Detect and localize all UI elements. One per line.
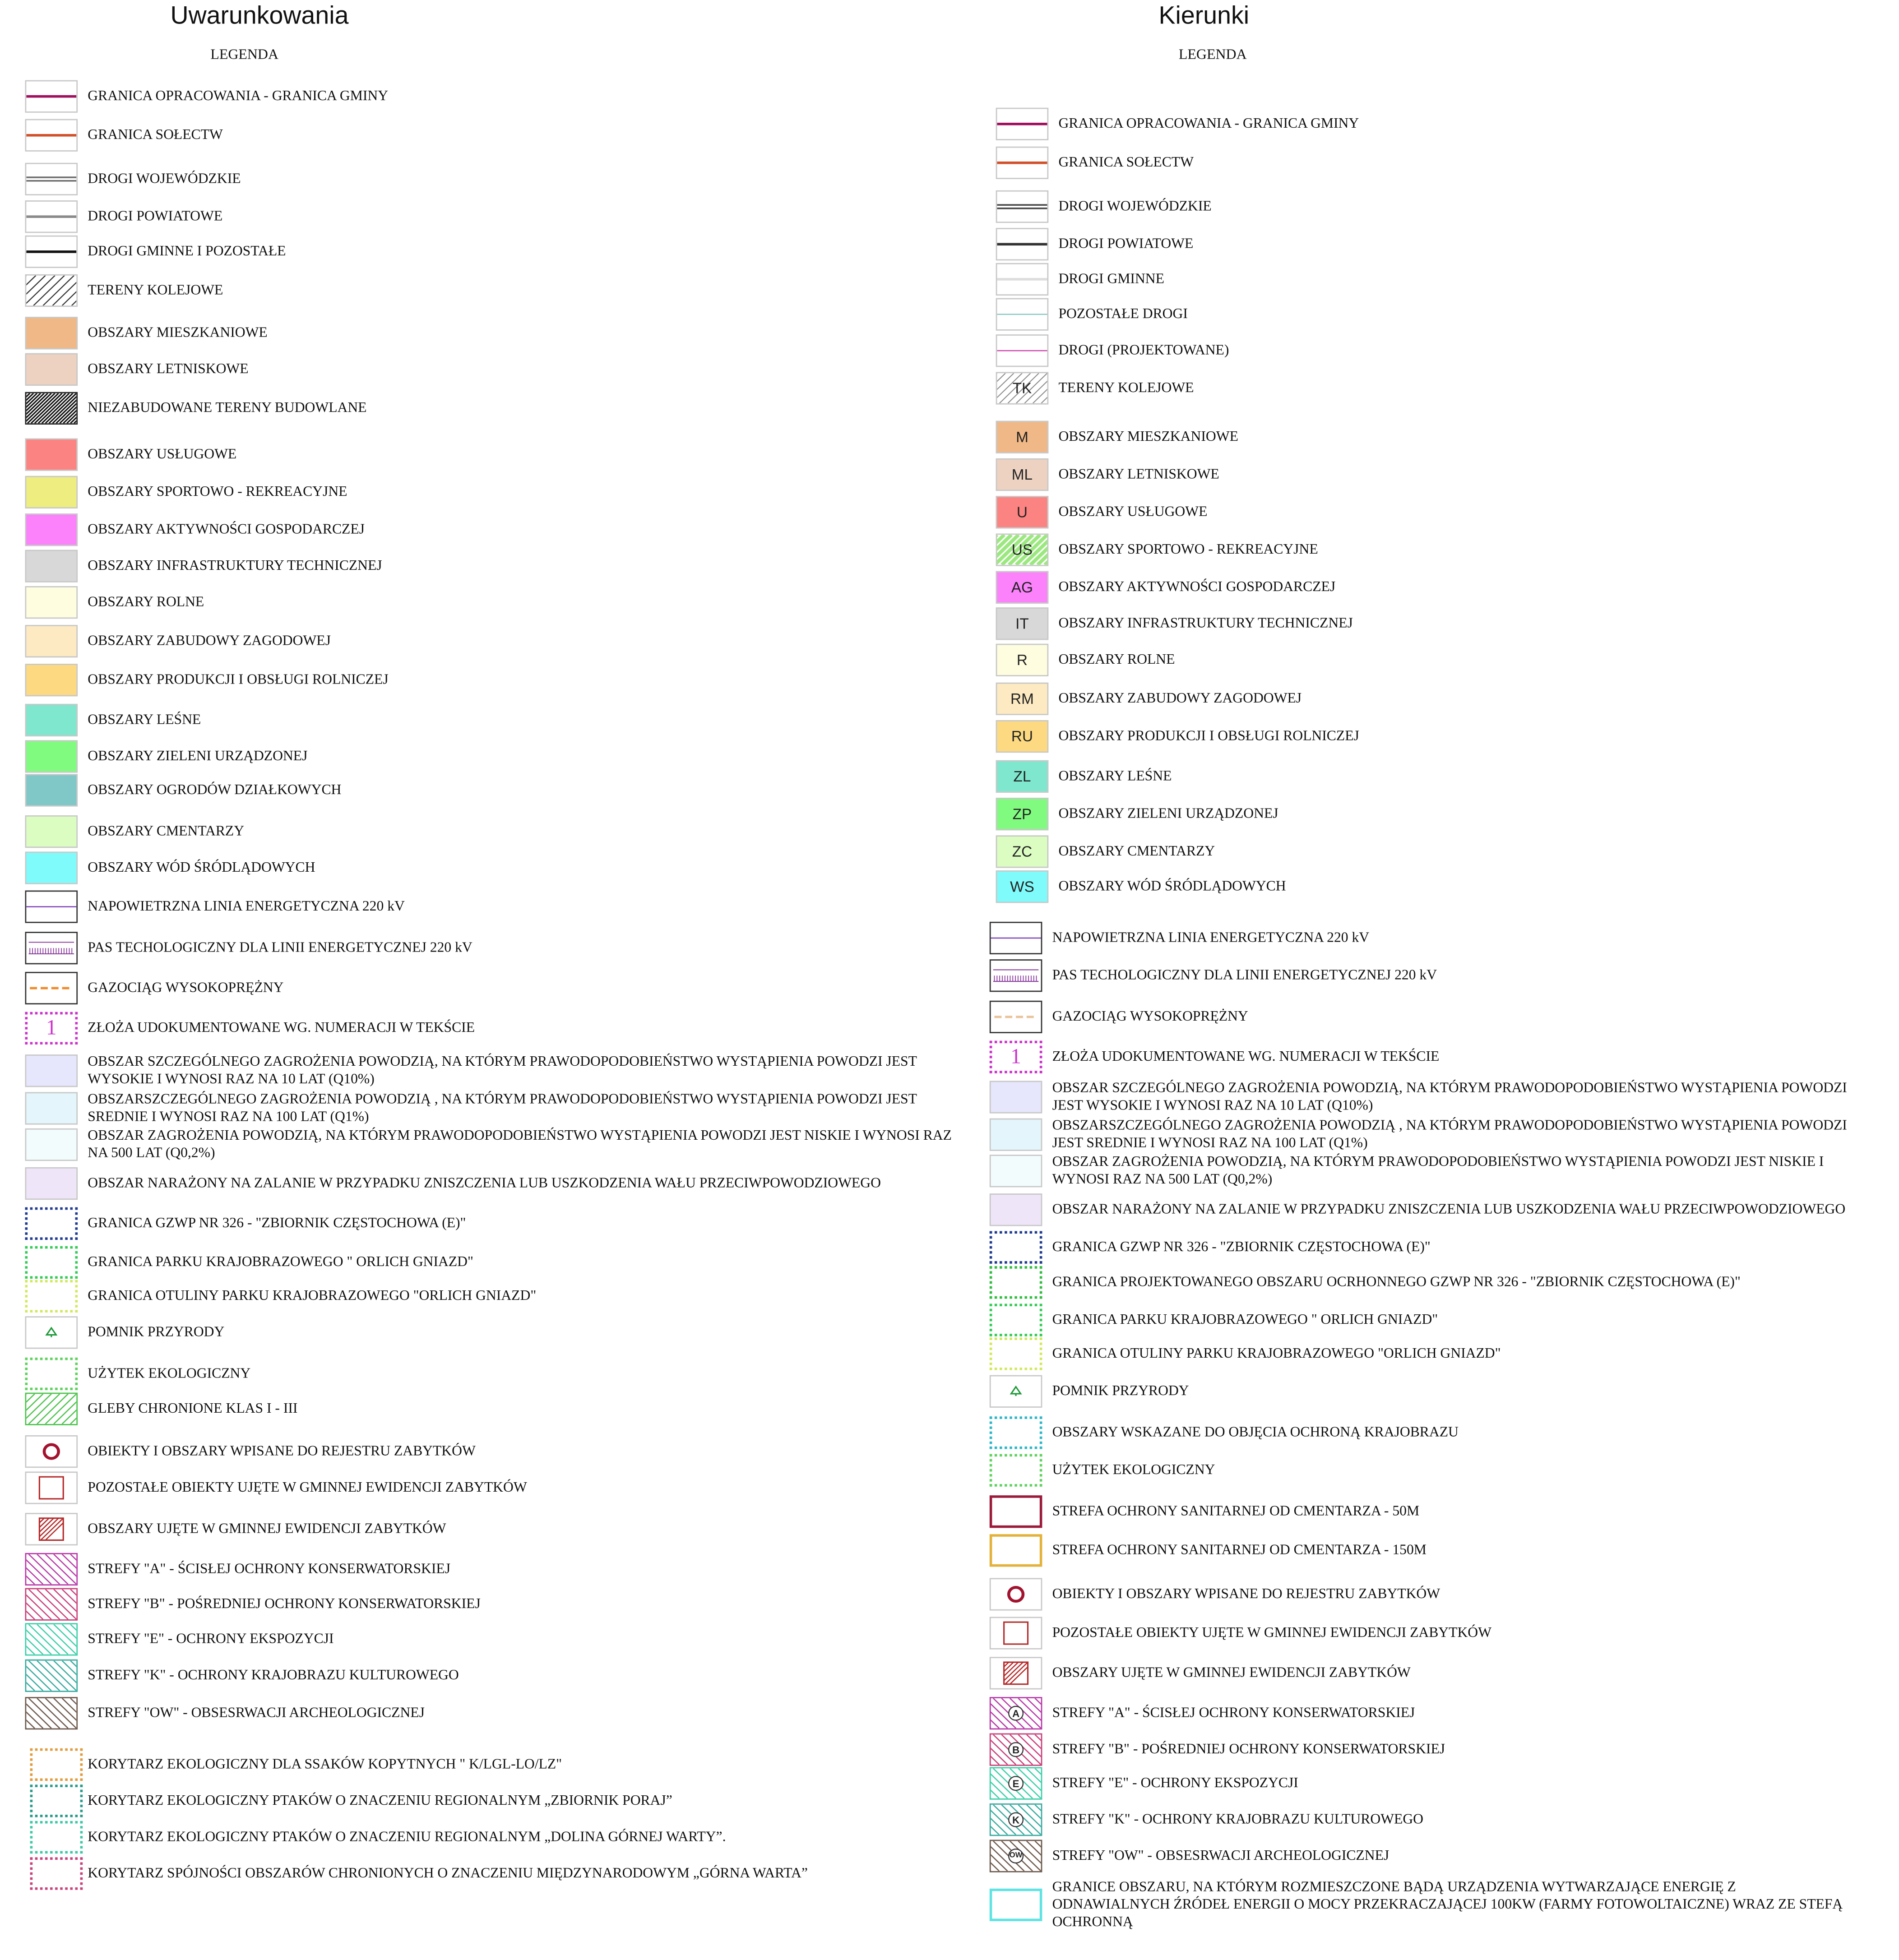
legend-label: GRANICA OTULINY PARKU KRAJOBRAZOWEGO "ORLICH GNIAZD" — [88, 1288, 537, 1304]
symbol-code: ZP — [1012, 805, 1032, 823]
legend-label: NAPOWIETRZNA LINIA ENERGETYCZNA 220 kV — [1052, 930, 1370, 946]
legend-label: OBSZARY CMENTARZY — [88, 824, 245, 839]
legend-symbol — [25, 163, 78, 195]
legend-symbol — [990, 1375, 1042, 1408]
legend-label: STREFY "A" - ŚCISŁEJ OCHRONY KONSERWATORSKIEJ — [88, 1561, 451, 1577]
legend-label: UŻYTEK EKOLOGICZNY — [1052, 1462, 1215, 1478]
legend-symbol — [996, 228, 1049, 260]
legend-symbol — [990, 1534, 1042, 1567]
legend-label: GAZOCIĄG WYSOKOPRĘŻNY — [1052, 1009, 1248, 1025]
legend-label: STREFY "E" - OCHRONY EKSPOZYCJI — [1052, 1775, 1298, 1791]
symbol-code: WS — [1010, 878, 1034, 896]
legend-symbol — [996, 458, 1049, 491]
legend-label: OBSZARY ROLNE — [88, 595, 204, 610]
legend-symbol — [30, 1857, 83, 1890]
legend-symbol — [990, 1617, 1042, 1649]
symbol-code: ZC — [1012, 843, 1033, 860]
legend-label: OBSZARY ZABUDOWY ZAGODOWEJ — [1058, 691, 1302, 707]
legend-label: STREFY "B" - POŚREDNIEJ OCHRONY KONSERWATORSKIEJ — [1052, 1742, 1445, 1757]
legend-symbol — [25, 1012, 78, 1045]
legend-symbol — [25, 1167, 78, 1200]
legend-symbol — [25, 704, 78, 736]
legend-symbol — [25, 1623, 78, 1655]
legend-symbol — [25, 1588, 78, 1621]
legend-label: ZŁOŻA UDOKUMENTOWANE WG. NUMERACJI W TEKŚCIE — [88, 1020, 475, 1036]
legend-symbol — [990, 1416, 1042, 1449]
legend-label: STREFY "B" - POŚREDNIEJ OCHRONY KONSERWATORSKIEJ — [88, 1596, 481, 1612]
legend-symbol — [990, 1495, 1042, 1528]
legend-label: OBIEKTY I OBSZARY WPISANE DO REJESTRU ZABYTKÓW — [88, 1444, 476, 1459]
legend-label: STREFY "OW" - OBSESRWACJI ARCHEOLOGICZNEJ — [88, 1706, 425, 1721]
legend-symbol — [990, 1578, 1042, 1610]
legend-symbol — [25, 1435, 78, 1468]
legend-label: OBSZARY LEŚNE — [88, 712, 201, 728]
legend-symbol — [996, 870, 1049, 903]
legend-label: OBSZARY ZIELENI URZĄDZONEJ — [1058, 806, 1278, 822]
legend-symbol — [25, 932, 78, 964]
legend-label: KORYTARZ EKOLOGICZNY PTAKÓW O ZNACZENIU REGIONALNYM „ZBIORNIK PORAJ” — [88, 1793, 672, 1808]
legend-label: POMNIK PRZYRODY — [1052, 1383, 1189, 1399]
legend-label: OBSZARY ZIELENI URZĄDZONEJ — [88, 749, 308, 764]
legend-symbol — [990, 1266, 1042, 1299]
legend-label: GRANICA PROJEKTOWANEGO OBSZARU OCRHONNEGO GZWP NR 326 - "ZBIORNIK CZĘSTOCHOWA (E)" — [1052, 1275, 1741, 1290]
legend-symbol — [25, 815, 78, 848]
legend-symbol — [30, 1821, 83, 1854]
legend-label: GRANICA OPRACOWANIA - GRANICA GMINY — [1058, 116, 1359, 132]
legend-symbol — [996, 298, 1049, 331]
legend-label: UŻYTEK EKOLOGICZNY — [88, 1366, 251, 1382]
legend-label: KORYTARZ SPÓJNOŚCI OBSZARÓW CHRONIONYCH O ZNACZENIU MIĘDZYNARODOWYM „GÓRNA WARTA” — [88, 1866, 808, 1881]
legend-symbol — [990, 922, 1042, 954]
legend-symbol — [990, 1304, 1042, 1336]
legend-symbol — [996, 334, 1049, 367]
legend-label: OBSZARY AKTYWNOŚCI GOSPODARCZEJ — [88, 522, 365, 537]
legend-symbol — [25, 1358, 78, 1390]
right-column-subtitle: LEGENDA — [1178, 47, 1247, 63]
legend-label: PAS TECHOLOGICZNY DLA LINII ENERGETYCZNEJ 220 kV — [88, 940, 472, 956]
legend-symbol — [25, 1092, 78, 1124]
legend-symbol — [990, 1454, 1042, 1487]
legend-label: STREFA OCHRONY SANITARNEJ OD CMENTARZA - 50M — [1052, 1504, 1420, 1519]
legend-label: OBSZARY ROLNE — [1058, 652, 1175, 668]
legend-label: STREFY "OW" - OBSESRWACJI ARCHEOLOGICZNEJ — [1052, 1848, 1390, 1863]
legend-label: GRANICA GZWP NR 326 - "ZBIORNIK CZĘSTOCHOWA (E)" — [88, 1216, 466, 1231]
legend-label: TERENY KOLEJOWE — [88, 282, 223, 298]
legend-label: NAPOWIETRZNA LINIA ENERGETYCZNA 220 kV — [88, 899, 405, 914]
legend-label: OBSZARSZCZEGÓLNEGO ZAGROŻENIA POWODZIĄ , NA KTÓRYM PRAWODOPODOBIEŃSTWO WYSTĄPIENIA POWODZI JEST SREDNIE I WYNOSI RAZ NA 100 LAT (Q1%) — [88, 1091, 917, 1125]
legend-symbol — [990, 1119, 1042, 1151]
symbol-code: ZL — [1013, 767, 1031, 786]
legend-label: OBSZARY UJĘTE W GMINNEJ EWIDENCJI ZABYTKÓW — [88, 1521, 446, 1537]
legend-symbol — [25, 1660, 78, 1692]
legend-symbol — [25, 80, 78, 113]
legend-label: GLEBY CHRONIONE KLAS I - III — [88, 1401, 298, 1416]
symbol-code: M — [1016, 428, 1028, 446]
legend-symbol — [30, 1748, 83, 1781]
legend-label: OBSZARY USŁUGOWE — [1058, 504, 1208, 520]
legend-symbol — [996, 263, 1049, 296]
symbol-code: AG — [1011, 578, 1033, 596]
legend-label: GRANICA SOŁECTW — [88, 127, 223, 143]
legend-symbol — [996, 533, 1049, 566]
legend-label: DROGI GMINNE — [1058, 271, 1164, 287]
legend-label: DROGI (PROJEKTOWANE) — [1058, 343, 1229, 358]
legend-label: OBSZARY PRODUKCJI I OBSŁUGI ROLNICZEJ — [1058, 729, 1359, 744]
legend-label: OBSZARY INFRASTRUKTURY TECHNICZNEJ — [88, 558, 382, 573]
legend-label: OBSZARY MIESZKANIOWE — [1058, 429, 1238, 445]
legend-symbol — [25, 774, 78, 806]
legend-label: OBSZARY SPORTOWO - REKREACYJNE — [88, 484, 347, 500]
symbol-code: US — [1011, 541, 1033, 559]
legend-symbol — [996, 147, 1049, 179]
legend-label: OBSZARY UJĘTE W GMINNEJ EWIDENCJI ZABYTKÓW — [1052, 1665, 1411, 1681]
legend-symbol — [990, 1767, 1042, 1800]
legend-symbol — [996, 372, 1049, 404]
legend-symbol — [25, 1471, 78, 1504]
legend-symbol — [996, 607, 1049, 640]
legend-label: GAZOCIĄG WYSOKOPRĘŻNY — [88, 980, 284, 996]
legend-symbol — [25, 1513, 78, 1545]
legend-label: POZOSTAŁE DROGI — [1058, 306, 1188, 322]
legend-symbol — [996, 835, 1049, 868]
left-column-subtitle: LEGENDA — [210, 47, 279, 63]
legend-symbol — [25, 891, 78, 923]
legend-label: KORYTARZ EKOLOGICZNY DLA SSAKÓW KOPYTNYCH " K/LGL-LO/LZ" — [88, 1757, 562, 1772]
legend-symbol — [25, 1553, 78, 1586]
legend-label: OBSZAR NARAŻONY NA ZALANIE W PRZYPADKU ZNISZCZENIA LUB USZKODZENIA WAŁU PRZECIWPOWODZIOWEGO — [1052, 1202, 1846, 1217]
legend-symbol — [996, 683, 1049, 715]
legend-label: DROGI POWIATOWE — [88, 209, 223, 224]
legend-label: OBSZARY USŁUGOWE — [88, 447, 237, 462]
left-column-title: Uwarunkowania — [170, 2, 349, 30]
legend-label: GRANICA SOŁECTW — [1058, 155, 1194, 171]
legend-symbol — [990, 1697, 1042, 1729]
legend-symbol — [996, 421, 1049, 453]
legend-label: OBSZARY LEŚNE — [1058, 768, 1172, 784]
legend-symbol — [990, 1155, 1042, 1187]
legend-label: POMNIK PRZYRODY — [88, 1325, 225, 1340]
legend-label: OBSZAR SZCZEGÓLNEGO ZAGROŻENIA POWODZIĄ, NA KTÓRYM PRAWODOPODOBIEŃSTWO WYSTĄPIENIA POWODZI JEST WYSOKIE I WYNOSI RAZ NA 10 LAT (Q10%) — [88, 1054, 917, 1087]
legend-symbol — [25, 236, 78, 268]
symbol-code: RM — [1010, 690, 1034, 708]
legend-symbol — [25, 1316, 78, 1349]
legend-symbol — [996, 108, 1049, 140]
legend-label: DROGI GMINNE I POZOSTAŁE — [88, 244, 286, 259]
symbol-code: TK — [1012, 379, 1032, 397]
symbol-code: 1 — [46, 1016, 57, 1040]
legend-label: POZOSTAŁE OBIEKTY UJĘTE W GMINNEJ EWIDENCJI ZABYTKÓW — [88, 1480, 527, 1495]
legend-label: GRANICE OBSZARU, NA KTÓRYM ROZMIESZCZONE BĄDĄ URZĄDZENIA WYTWARZAJĄCE ENERGIĘ Z ODNAWIALNYCH ŹRÓDEŁ ENERGII O MOCY PRZEKRACZAJĄCEJ 100KW (FARMY FOTOWOLTAICZNE) WRAZ ZE STEFĄ OCHRONNĄ — [1052, 1879, 1843, 1930]
legend-label: GRANICA GZWP NR 326 - "ZBIORNIK CZĘSTOCHOWA (E)" — [1052, 1239, 1431, 1255]
legend-symbol — [996, 190, 1049, 223]
legend-symbol — [25, 586, 78, 619]
legend-symbol — [25, 438, 78, 471]
legend-label: PAS TECHOLOGICZNY DLA LINII ENERGETYCZNEJ 220 kV — [1052, 968, 1437, 983]
legend-symbol — [990, 1657, 1042, 1689]
legend-symbol — [996, 798, 1049, 830]
legend-symbol — [990, 1840, 1042, 1872]
legend-label: OBSZARY ZABUDOWY ZAGODOWEJ — [88, 633, 331, 649]
legend-symbol — [25, 513, 78, 546]
legend-symbol — [25, 392, 78, 425]
symbol-code: U — [1016, 503, 1028, 521]
legend-symbol — [990, 1889, 1042, 1921]
legend-symbol — [996, 644, 1049, 676]
legend-label: NIEZABUDOWANE TERENY BUDOWLANE — [88, 400, 367, 416]
legend-symbol — [25, 1246, 78, 1279]
legend-label: GRANICA PARKU KRAJOBRAZOWEGO " ORLICH GNIAZD" — [88, 1254, 473, 1270]
legend-label: GRANICA OTULINY PARKU KRAJOBRAZOWEGO "ORLICH GNIAZD" — [1052, 1346, 1501, 1361]
right-column-title: Kierunki — [1158, 2, 1250, 30]
legend-label: OBSZARY WÓD ŚRÓDLĄDOWYCH — [88, 860, 315, 875]
legend-label: OBSZARY LETNISKOWE — [88, 361, 249, 377]
legend-label: OBSZAR ZAGROŻENIA POWODZIĄ, NA KTÓRYM PRAWODOPODOBIEŃSTWO WYSTĄPIENIA POWODZI JEST NISKIE I WYNOSI RAZ NA 500 LAT (Q0,2%) — [1052, 1154, 1824, 1188]
symbol-code: R — [1016, 651, 1028, 669]
legend-symbol — [25, 1697, 78, 1729]
legend-label: OBSZARY MIESZKANIOWE — [88, 325, 268, 341]
legend-symbol — [990, 1803, 1042, 1836]
legend-symbol — [25, 740, 78, 772]
legend-label: KORYTARZ EKOLOGICZNY PTAKÓW O ZNACZENIU REGIONALNYM „DOLINA GÓRNEJ WARTY”. — [88, 1829, 726, 1845]
legend-label: OBSZARY OGRODÓW DZIAŁKOWYCH — [88, 782, 342, 798]
symbol-code: ML — [1011, 466, 1033, 484]
legend-label: OBSZAR NARAŻONY NA ZALANIE W PRZYPADKU ZNISZCZENIA LUB USZKODZENIA WAŁU PRZECIWPOWODZIOWEGO — [88, 1176, 881, 1191]
symbol-code: RU — [1011, 727, 1033, 745]
legend-symbol — [990, 1081, 1042, 1113]
legend-symbol — [25, 851, 78, 884]
legend-label: STREFY "K" - OCHRONY KRAJOBRAZU KULTUROWEGO — [88, 1668, 459, 1683]
legend-label: DROGI POWIATOWE — [1058, 236, 1194, 252]
legend-symbol — [25, 972, 78, 1004]
legend-symbol — [990, 1041, 1042, 1073]
legend-symbol — [25, 353, 78, 386]
legend-symbol — [25, 1393, 78, 1425]
legend-label: GRANICA OPRACOWANIA - GRANICA GMINY — [88, 88, 389, 104]
legend-symbol — [25, 1280, 78, 1313]
symbol-code: K — [1012, 1814, 1020, 1826]
legend-label: OBSZARY WSKAZANE DO OBJĘCIA OCHRONĄ KRAJOBRAZU — [1052, 1425, 1459, 1440]
legend-symbol — [25, 317, 78, 349]
legend-symbol — [990, 1001, 1042, 1033]
legend-label: OBSZARY CMENTARZY — [1058, 844, 1215, 859]
legend-symbol — [990, 1231, 1042, 1264]
legend-label: STREFY "A" - ŚCISŁEJ OCHRONY KONSERWATORSKIEJ — [1052, 1706, 1415, 1721]
legend-symbol — [996, 760, 1049, 793]
legend-label: STREFA OCHRONY SANITARNEJ OD CMENTARZA - 150M — [1052, 1543, 1427, 1558]
legend-label: DROGI WOJEWÓDZKIE — [88, 171, 241, 187]
legend-label: OBSZARY WÓD ŚRÓDLĄDOWYCH — [1058, 879, 1286, 894]
legend-label: STREFY "E" - OCHRONY EKSPOZYCJI — [88, 1632, 334, 1647]
legend-symbol — [25, 1207, 78, 1240]
legend-label: OBSZARY PRODUKCJI I OBSŁUGI ROLNICZEJ — [88, 672, 389, 688]
legend-label: OBSZARY AKTYWNOŚCI GOSPODARCZEJ — [1058, 579, 1336, 595]
legend-label: GRANICA PARKU KRAJOBRAZOWEGO " ORLICH GNIAZD" — [1052, 1312, 1438, 1327]
legend-symbol — [996, 571, 1049, 604]
legend-label: ZŁOŻA UDOKUMENTOWANE WG. NUMERACJI W TEKŚCIE — [1052, 1049, 1440, 1064]
legend-label: POZOSTAŁE OBIEKTY UJĘTE W GMINNEJ EWIDENCJI ZABYTKÓW — [1052, 1625, 1491, 1641]
legend-symbol — [25, 1054, 78, 1087]
legend-symbol — [996, 496, 1049, 528]
symbol-code: B — [1012, 1744, 1020, 1756]
legend-label: OBSZAR ZAGROŻENIA POWODZIĄ, NA KTÓRYM PRAWODOPODOBIEŃSTWO WYSTĄPIENIA POWODZI JEST NISKIE I WYNOSI RAZ NA 500 LAT (Q0,2%) — [88, 1128, 952, 1161]
legend-symbol — [990, 1193, 1042, 1226]
symbol-code: OW — [1009, 1852, 1023, 1860]
legend-symbol — [30, 1784, 83, 1817]
legend-symbol — [25, 119, 78, 152]
legend-symbol — [990, 1337, 1042, 1370]
legend-label: TERENY KOLEJOWE — [1058, 380, 1194, 396]
legend-label: OBSZARSZCZEGÓLNEGO ZAGROŻENIA POWODZIĄ , NA KTÓRYM PRAWODOPODOBIEŃSTWO WYSTĄPIENIA POWODZI JEST SREDNIE I WYNOSI RAZ NA 100 LAT (Q1%) — [1052, 1118, 1847, 1151]
symbol-code: E — [1012, 1778, 1019, 1789]
legend-symbol — [990, 959, 1042, 992]
legend-label: OBIEKTY I OBSZARY WPISANE DO REJESTRU ZABYTKÓW — [1052, 1586, 1440, 1602]
legend-symbol — [25, 550, 78, 582]
legend-label: OBSZARY INFRASTRUKTURY TECHNICZNEJ — [1058, 616, 1353, 631]
legend-symbol — [25, 625, 78, 657]
legend-symbol — [25, 664, 78, 696]
legend-symbol — [25, 476, 78, 508]
legend-label: OBSZAR SZCZEGÓLNEGO ZAGROŻENIA POWODZIĄ, NA KTÓRYM PRAWODOPODOBIEŃSTWO WYSTĄPIENIA POWODZI JEST WYSOKIE I WYNOSI RAZ NA 10 LAT (Q10%) — [1052, 1080, 1847, 1114]
legend-symbol — [25, 274, 78, 307]
legend-symbol — [996, 720, 1049, 753]
symbol-code: IT — [1015, 615, 1029, 633]
legend-label: OBSZARY SPORTOWO - REKREACYJNE — [1058, 542, 1318, 557]
legend-label: OBSZARY LETNISKOWE — [1058, 467, 1219, 482]
symbol-code: 1 — [1010, 1044, 1021, 1068]
legend-label: STREFY "K" - OCHRONY KRAJOBRAZU KULTUROWEGO — [1052, 1812, 1424, 1827]
legend-symbol — [25, 200, 78, 233]
legend-label: DROGI WOJEWÓDZKIE — [1058, 199, 1212, 214]
legend-symbol — [990, 1733, 1042, 1766]
symbol-code: A — [1012, 1707, 1020, 1719]
legend-symbol — [25, 1128, 78, 1161]
